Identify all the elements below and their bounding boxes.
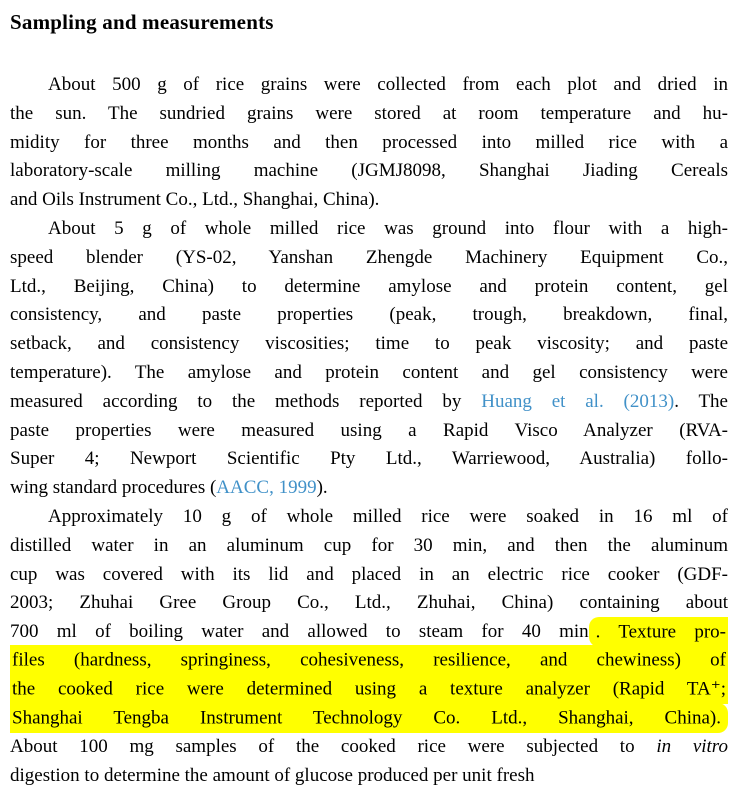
text-line [10,129,728,158]
text-segment: the sun. The sundried grains were stored at room temperature and hu- [10,102,728,124]
citation-link[interactable]: Huang et al. (2013) [481,390,675,412]
text-segment: cup was covered with its lid and placed in an electric rice cooker (GDF- [10,563,728,585]
text-line [10,186,728,215]
highlighted-text: the cooked rice were determined using a texture analyzer (Rapid TA⁺; [10,674,728,704]
text-line [10,618,728,647]
text-segment: ). [316,477,328,499]
text-segment: Super 4; Newport Scientific Pty Ltd., Warriewood, Australia) follo- [10,448,728,470]
text-line [10,647,728,676]
highlighted-text: . Texture pro- [589,617,728,647]
text-line [10,215,728,244]
section-heading: Sampling and measurements [10,10,274,34]
text-segment: speed blender (YS-02, Yanshan Zhengde Machinery Equipment Co., [10,246,728,268]
text-segment: midity for three months and then processed into milled rice with a [10,131,728,153]
text-segment: About 500 g of rice grains were collected from each plot and dried in [48,74,728,95]
text-segment: Ltd., Beijing, China) to determine amylose and protein content, gel [10,275,728,297]
text-line [10,532,728,561]
text-line [10,359,728,388]
text-line [10,417,728,446]
text-line [10,733,728,762]
highlighted-text: files (hardness, springiness, cohesiveness, resilience, and chewiness) of [10,645,728,675]
text-segment: laboratory-scale milling machine (JGMJ8098, Shanghai Jiading Cereals [10,160,728,182]
text-line [10,71,728,100]
text-segment: About 100 mg samples of the cooked rice were subjected to [10,736,657,758]
text-line [10,301,728,330]
text-line [10,676,728,705]
text-segment: About 5 g of whole milled rice was ground into flour with a high- [48,217,728,239]
text-segment: measured according to the methods reported by [10,390,482,412]
text-segment: paste properties were measured using a Rapid Visco Analyzer (RVA- [10,419,728,441]
text-line [10,503,728,532]
text-segment: Approximately 10 g of whole milled rice were soaked in 16 ml of [48,505,728,527]
text-line [10,705,728,734]
text-segment: distilled water in an aluminum cup for 30 min, and then the aluminum [10,534,728,556]
paragraph [10,71,728,215]
text-line [10,330,728,359]
text-line [10,388,728,417]
paragraphs [10,71,728,791]
paragraph [10,503,728,791]
text-segment: and Oils Instrument Co., Ltd., Shanghai, China). [10,189,380,211]
text-line [10,589,728,618]
text-segment: setback, and consistency viscosities; time to peak viscosity; and paste [10,333,728,355]
text-segment: digestion to determine the amount of glucose produced per unit fresh [10,765,535,787]
highlighted-text: Shanghai Tengba Instrument Technology Co. Ltd., Shanghai, China). [10,703,728,733]
text-line [10,273,728,302]
text-segment: temperature). The amylose and protein content and gel consistency were [10,361,728,383]
text-line [10,561,728,590]
text-line [10,157,728,186]
text-segment: 2003; Zhuhai Gree Group Co., Ltd., Zhuhai, China) containing about [10,592,728,614]
paragraph [10,215,728,503]
text-line [10,100,728,129]
text-line [10,445,728,474]
text-segment: . The [674,390,728,412]
text-segment: wing standard procedures ( [10,477,217,499]
text-segment: consistency, and paste properties (peak, trough, breakdown, final, [10,304,728,326]
text-line [10,762,728,791]
text-line [10,474,728,503]
text-segment: in vitro [656,736,728,758]
text-line [10,244,728,273]
citation-link[interactable]: AACC, 1999 [216,477,317,499]
text-segment: 700 ml of boiling water and allowed to steam for 40 min [10,621,589,643]
